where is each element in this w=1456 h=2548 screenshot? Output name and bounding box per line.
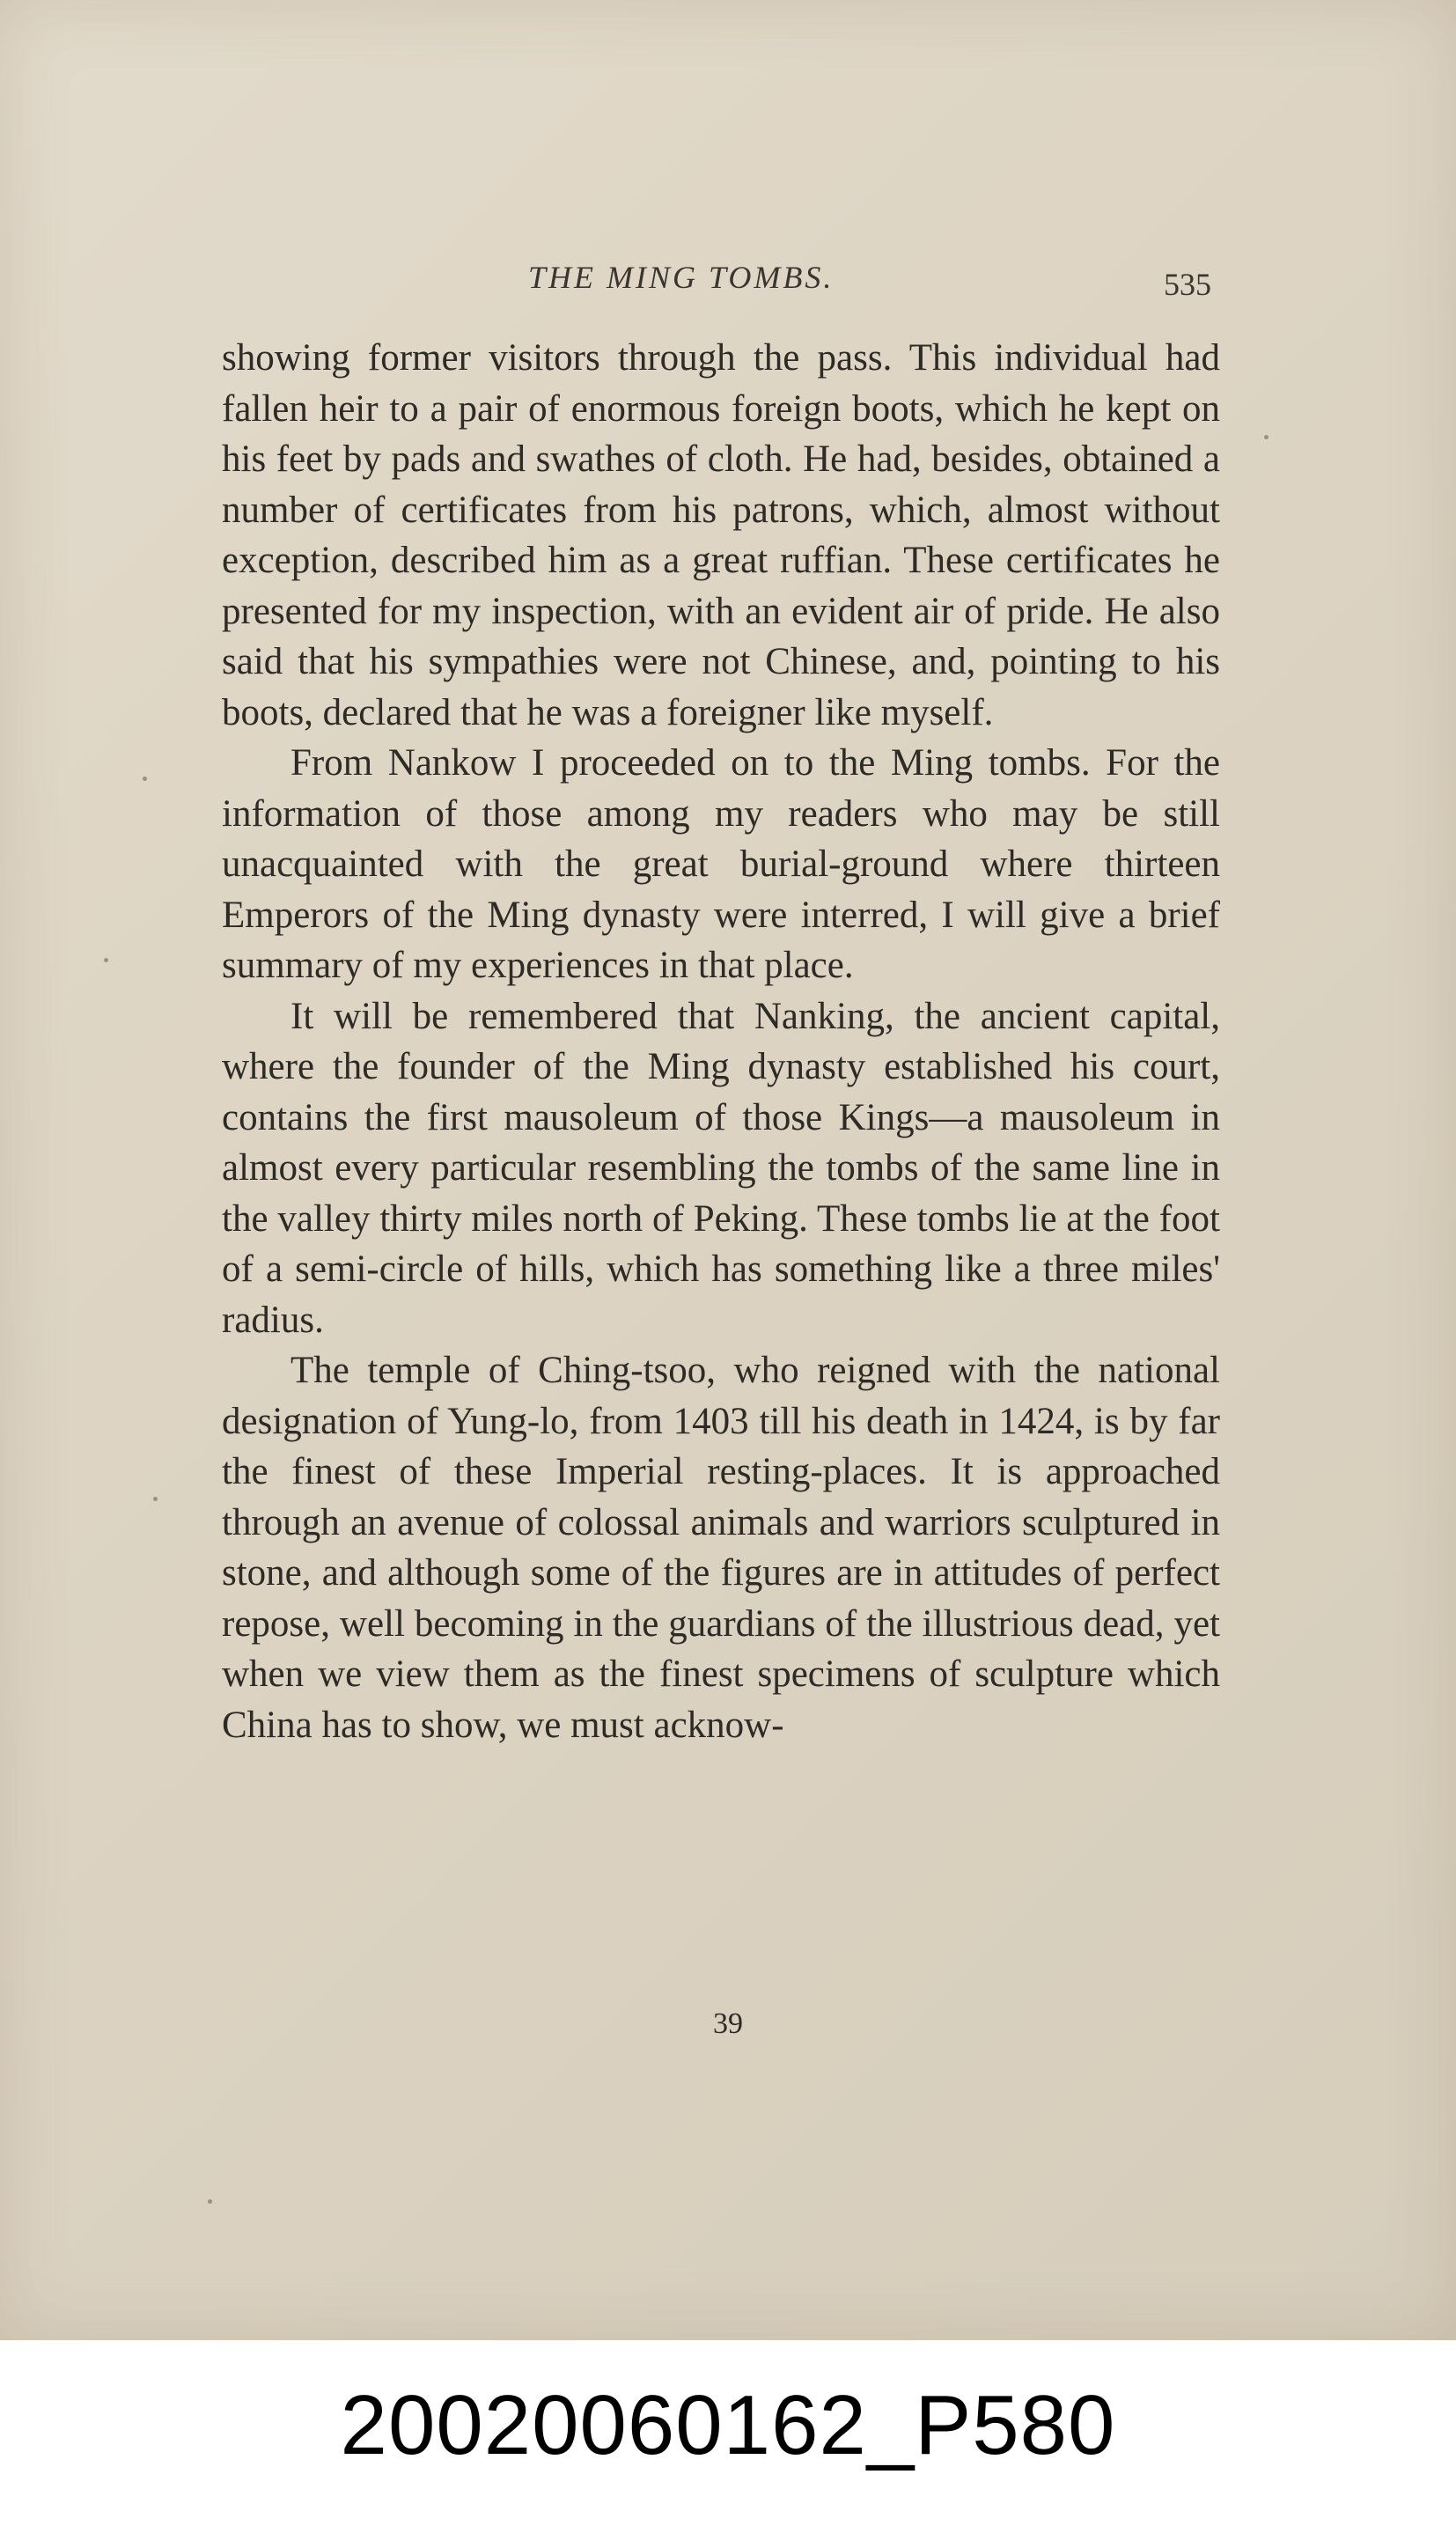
paper-speck <box>208 2199 212 2204</box>
paper-speck <box>1264 435 1268 439</box>
page-number: 535 <box>1164 267 1211 302</box>
paper-speck <box>153 1497 158 1501</box>
paper-speck <box>143 777 147 781</box>
signature-mark: 39 <box>713 2007 743 2040</box>
paragraph-1: showing former visitors through the pass. This individual had fallen heir to a pair of enormous foreign boots, which he kept on his feet by pads and swathes of cloth. He had, besides, obtained a number of certificates from his patrons, which, almost without exception, described him as a great ruffian. These certificates he presented for my inspection, with an evident air of pride. He also said that his sympathies were not Chinese, and, pointing to his boots, declared that he was a foreigner like myself. <box>222 337 1220 733</box>
running-title: THE MING TOMBS. <box>528 260 835 295</box>
paragraph-4: The temple of Ching-tsoo, who reigned with the national designation of Yung-lo, from 1403 till his death in 1424, is by far the finest of these Imperial resting-places. It is approached through an avenue of colossal animals and warriors sculptured in stone, and although some of the figures are in attitudes of perfect repose, well becoming in the guardians of the illustrious dead, yet when we view them as the finest specimens of sculpture which China has to show, we must acknow- <box>222 1350 1220 1746</box>
catalog-label: 20020060162_P580 <box>340 2378 1116 2472</box>
paper-speck <box>104 958 108 962</box>
paragraph-2: From Nankow I proceeded on to the Ming tombs. For the information of those among my readers who may be still unacquainted with the great burial-ground where thirteen Emperors of the Ming dynasty were interred, I will give a brief summary of my experiences in that place. <box>222 742 1220 986</box>
running-head <box>0 255 1456 308</box>
body-text <box>222 333 1220 1750</box>
paragraph-3: It will be remembered that Nanking, the ancient capital, where the founder of the Ming dynasty established his court, contains the first mausoleum of those Kings—a mausoleum in almost every particular resembling the tombs of the same line in the valley thirty miles north of Peking. These tombs lie at the foot of a semi-circle of hills, which has something like a three miles' radius. <box>222 995 1220 1341</box>
